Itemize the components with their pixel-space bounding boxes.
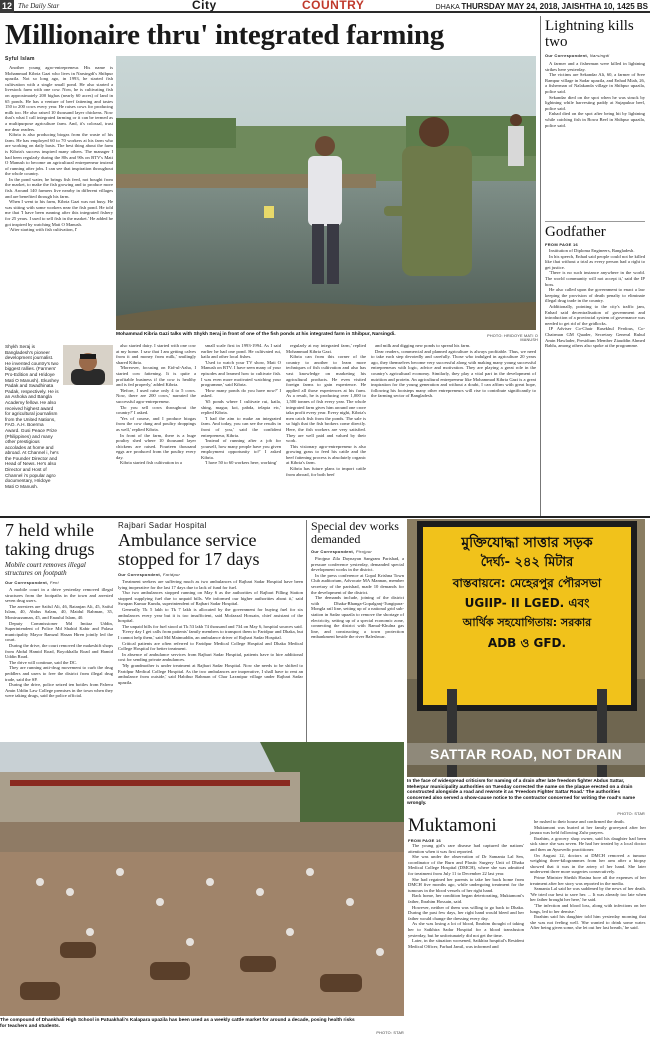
page-number: 12 [1, 1, 12, 11]
lead-body-col4 [286, 343, 366, 477]
sign-line-6: ADB ও GFD. [487, 636, 567, 650]
paragraph: 'My grandmother is under treatment at Rajbari Sadar Hospital. Now she needs to be shifted to Faridpur Medical College Hospital. As the two ambulances are inoperative, I shall have to rent an ambulance from outside,' said Habibur Rahman of Char Laxmipur village under Rajbari Sadar upazila. [118, 662, 303, 685]
lead-headline: Millionaire thru' integrated farming [5, 19, 444, 51]
lead-photo [116, 56, 536, 330]
paragraph: and milk and digging new ponds to spread his farm. [375, 343, 471, 348]
paragraph: On August 12, doctors at DMCH removed a tumour weighing three-kilogrammes from her arm after a biopsy showed that it was in the artery of her hand. She later underwent three more surgeries consecutively. [530, 852, 646, 875]
paragraph: IP Adviser Co-Chair Rasekhul Ferdous, Co-Chairman GM Quader, Secretary General Ruhul Amin Hawlader, Presidium Member Ziauddin Ahmed Bablu, among others also spoke at the programme. [545, 326, 645, 349]
paragraph: In front of the farm, there is a huge poultry shed where 10 thousand layer chickens are raised. Fourteen thousand eggs are produced from the poultry every day. [116, 432, 196, 460]
muktamoni-body-col2 [530, 819, 646, 1035]
divider [545, 221, 645, 222]
paragraph: Another young agro-entrepreneur. His name is Mohammad Kibria Gazi who lives in Narsingdi's Shibpur upazila. Not so long ago, in 1993, he started fish cultivation with a single small pond. He also started a livestock farm with one cow. Now, he is cultivating fish on approximately 200 bighas (nearly 60 acres) of land in 65 ponds. He has a venture of beef fattening and tastes 150 to 200 cows every year. He raises cows for producing milk too. He also raised 10 thousand layer chickens. Now that's what I call integrated farming or it can be termed as a multipurpose agriculture farm. And, it's colossal, trust me dear readers. [5, 65, 113, 132]
paragraph: Back home, her condition began deteriorating, Muktamoni's father, Ibrahim Hossain, said. [408, 893, 524, 904]
paragraph: The arrestees are Saiful Ali, 46, Ratanjan Ali, 45, Saiful Islam, 40, Abdus Salam, 40, Maidul Rahman, 35, Moniruzzaman, 45, and Enaulul Islam, 40. [5, 603, 113, 620]
column-divider [540, 16, 541, 516]
paragraph: The victims are Sekandar Ali, 60, a farmer of Sree Rampur village in Sadar upazila, and Enhad Miah, 26, a fisherman of Nalakanda village in Shibpur upazila, police said. [545, 72, 645, 94]
source-place: Pirojpur [355, 549, 373, 554]
paragraph: Treatment seekers are suffering much as two ambulances of Rajbari Sadar Hospital have been lying inoperative for the last 17 days due to lack of fund for fuel. [118, 579, 303, 590]
paragraph: Kibria can from this corner of the country to another to learn more techniques of fish cultivation and also has vast knowledge on marketing his agricultural products. He even visited foreign farms to gain experience. He applied all those experiences at his farm. As a result, he is producing over 1,000 to 1,500 tonnes of fish every year. The whole integrated farm gives him around one crore taka profit every year. Every night, Kibria's men catch fish from the ponds. The sale is so high that the fish brokers come directly. Here, the fish workers are very satisfied. They are well paid and valued by their work. [286, 354, 366, 444]
lead-body-col2 [116, 343, 196, 466]
godfather-headline: Godfather [545, 224, 606, 240]
person-background [508, 114, 524, 166]
source-place: Feni [49, 580, 59, 585]
sign-line-3: বাস্তবায়নে: মেহেরপুর পৌরসভা [452, 576, 602, 590]
sign-plaque [423, 527, 631, 705]
muktamoni-story [408, 815, 646, 1035]
drugs-subtitle: Mobile court removes illegal structures on footpath [5, 561, 86, 577]
dateline-bn: JAISHTHA 10, 1425 BS [561, 2, 648, 11]
drugs-headline: 7 held while taking drugs [5, 520, 95, 559]
paragraph: he rushed to their house and confirmed the death. [534, 819, 625, 824]
drugs-source [5, 580, 113, 585]
paragraph: regularly at my integrated farm,' replied Mohammad Kibria Gazi. [286, 343, 366, 354]
paragraph: 'Yes of course, and I produce biogas from the cow dung and poultry droppings as well,' replied Kibria. [116, 415, 196, 432]
hospital-headline: Ambulance service stopped for 17 days [118, 530, 260, 569]
godfather-from: FROM PAGE 16 [545, 242, 579, 247]
source-label: Our Correspondent, [311, 549, 355, 554]
cattle-caption: The compound of Dhankhali High School in Patuakhali's Kalapara upazila has been used as a weekly cattle market for around a decade, posing health risks for teachers and students. [0, 1018, 355, 1029]
paragraph: 'Instead of running after a job for yourself, how many people have you given employment opportunity to?' I asked Kibria. [201, 438, 281, 460]
dateline-date: THURSDAY MAY 24, 2018, [461, 2, 560, 11]
paragraph: He also called upon the government to enact a law keeping the provision of death penalty to eliminate illegal drug trade in the country. [545, 287, 645, 304]
dateline [436, 1, 648, 13]
paragraph: She was under the observation of Dr Samanta Lal Sen, coordinator of the Burn and Plastic Surgery Unit of Dhaka Medical College Hospital (DMCH), where she was admitted for treatment from July 11 to December 22 last year. [408, 854, 524, 876]
special-dev-source [311, 549, 404, 554]
paragraph: Dear readers, commercial and planned agriculture is always profitable. Thus, we need to take each step devotedly and carefully. Those who indulged in agriculture 20 years ago, they themselves become very successful along with making many young successful entrepreneurs with logic, advice and motivation. They are playing a great role in the country's agricultural economy. Similarly, they play a vital part in the development of nutrition and protein. An agricultural entrepreneur like Mohammad Kibria Gazi is a great inspiration for the young generation and without a doubt, I can affirm with great hope, following his footsteps many other entrepreneurs will rise to contribute significantly to the farming sector of Bangladesh. [371, 348, 536, 399]
section-rule [0, 516, 650, 518]
author-portrait-image [63, 345, 113, 385]
paragraph: During the drive, police seized ten bottles from Palrera Amin Uddin Law College premises in the town when they were taking drugs, said the police official. [5, 682, 113, 699]
sign-line-1: মুক্তিযোদ্ধা সাত্তার সড়ক [461, 535, 593, 551]
paragraph: The young girl's rare disease had captured the nations' attention when it was first reported. [408, 843, 524, 854]
godfather-body [545, 248, 645, 516]
muktamoni-headline: Muktamoni [408, 815, 497, 836]
special-dev-headline: Special dev works demanded [311, 519, 399, 546]
sign-credit: PHOTO: STAR [617, 812, 645, 816]
paragraph: 'Before, I used raise only 4 to 5 cows. Now, there are 200 cows,' narrated the successful agro-entrepreneur. [116, 387, 196, 404]
paragraph: In absence of ambulance services from Rajbari Sadar Hospital, patients have to hire additional cost for sending private ambulances. [118, 651, 303, 663]
paragraph: A mobile court in a drive yesterday removed illegal structures from the footpaths in the town and arrested seven drug users. [5, 587, 113, 604]
hospital-story [118, 521, 303, 739]
paragraph: However, neither of them was willing to go back to Dhaka. During the past few days, her right hand would bleed and her father would change the dressing every day. [408, 904, 524, 921]
paragraph: Muktamoni was buried at her family graveyard after her janaza was held following Zuhr prayers. [530, 824, 646, 836]
lightning-headline: Lightning kills two [545, 18, 634, 50]
paragraph: Later, in the situation worsened, Satkhira hospital's Resident Medical Officer, Farhad Jamil, was informed and [408, 938, 524, 949]
sign-line-5: আর্থিক সহযোগিতায়: সরকার [462, 616, 592, 629]
hospital-source [118, 572, 303, 577]
lightning-source [545, 53, 645, 58]
paragraph: Additionally, pointing to the city's traffic jam, Enhad said decentralisation of government and introduction of a provincial system of governance was needed to get rid of the gridlocks. [545, 303, 645, 326]
paragraph: Sekandar died on the spot when he was struck by lightning while harvesting paddy at Sujapukur beel, police said. [545, 94, 645, 111]
paragraph: Kibria has future plans to import cattle from abroad, for both beef [286, 466, 366, 477]
paragraph: Samanta Lal said he was saddened by the news of her death. 'We tried our best to save her. ... It was already too late when her father brought her here,' he said. [530, 886, 646, 903]
paragraph: Pirojpur Zila Daynayan Sangram Parishad, a pressure conference yesterday, demanded special development works in the district. [311, 556, 404, 573]
paragraph: Kibria is also producing biogas from the waste of his farm. He has employed 60 to 70 workers at his farm who are working on daily basis. The best thing about the farm is Kibria's success inspired many others. The manager I had been regularly during the 80s and 90s on BTV's Mati O Manush to become an agricultural entrepreneur instead of running after jobs. I can see that inspiration throughout the whole country. [5, 132, 113, 177]
farm-pond-photo [116, 56, 536, 330]
sign-line-2: দৈর্ঘ্য- ২৪২ মিটার [480, 555, 574, 570]
paragraph: In his speech, Enhad said people could not be killed like that without a trial as every person had a right to get justice. [545, 253, 645, 270]
paragraph: Prime Minister Sheikh Hasina bore all the expenses of her treatment after her story was reported in the media. [530, 874, 646, 886]
paragraph: During the drive, the court removed the makeshift shops from Abdul Hamid Road, Boyokhalla Road and Hamid Uddin Road. [5, 642, 113, 660]
paragraph: When I went to his farm, Kibria Gazi was not busy. He was sitting with some workers near the fish pond. He told me that 'I have been running after this integrated fishery for 25 years. I used to sell fish in the market.' He added he got inspired by watching Mati O Manush. [5, 199, 113, 227]
lead-body-col1 [5, 65, 113, 341]
paragraph: '65 ponds where I cultivate rui, katla, shing, magur, koi, pabda, telapia etc,' replied Kibria. [201, 398, 281, 416]
dateline-city: DHAKA [435, 4, 460, 11]
lead-byline: Syful Islam [5, 56, 35, 62]
cattle-market-image [0, 742, 404, 1016]
sign-banner: SATTAR ROAD, NOT DRAIN [407, 743, 645, 765]
paragraph: 'I have 50 to 60 workers here, working' [205, 460, 277, 466]
paragraph: 'Our two ambulances stopped running on May 6 as the authorities of Rajbari Filling Station stopped supplying fuel due to unpaid bills. We informed our higher authorities about it,' said Swapan Kumar Kundu, superintendent of Rajbari Sadar Hospital. [118, 590, 303, 607]
sign-line-4: UGIIP- II LGED. এবং [464, 596, 590, 610]
sign-caption: In the face of widespread criticism for naming of a drain after late freedom fighter Abdus Sattar, Meherpur municipality authorities on Tuesday corrected the name on the plaque erected on a drain constructed alongside a road and rewrote it as 'Freedom Fighter Sattar Road.' The authorities concerned also served a show-cause notice to the contractor concerned for writing the road's name wrongly. [407, 779, 635, 807]
paragraph: also started dairy. I started with one cow at my home. I saw that I am getting calves from it and money from milk,' smilingly shared Kibria. [116, 343, 196, 365]
paragraph: 'Used to watch your TV show, Mati O Manush on BTV. I have seen many of your episodes and learned how to cultivate fish. I was even more motivated watching your programme,' said Kibria. [201, 359, 281, 388]
author-box [5, 344, 113, 489]
masthead-paper: The Daily Star [18, 2, 60, 10]
paragraph: 'Do you sell cows throughout the country?' I asked. [116, 404, 196, 416]
source-place: Narsingdi [589, 53, 610, 58]
paragraph: The unpaid bills for fuel stood at Tk 53 lakh 74 thousand and 734 on May 6, hospital sources said. [122, 623, 303, 629]
author-portrait [63, 345, 113, 385]
paragraph: Deputy Commissioner Md Imtiaz Uddin, Superintendent of Police Md Shahid Kabir and Palasa municipality Mayor Ramzul Hasan Hiren jointly led the court. [5, 620, 113, 643]
paragraph: The demands include, joining of the district with Dhaka-Bhanga-Gopalganj-Tungipara-Mongla rail line, setting up of a national grid sub-station in Sadar upazila to remove the shortage of electricity, setting up of a special economic zone, connecting the district with Ramal-Khulna gas line, and constructing a town protection embankment beside the river Baleshwar. [311, 595, 404, 640]
paragraph: Generally Tk 5 lakh to Tk 7 lakh is allocated by the government for buying fuel for six ambulances every year but it is too insufficient, said Mofazzal Hossain, chief assistant of the hospital. [118, 606, 303, 624]
paragraph: small scale first in 1993-1994. As I said earlier he had one pond. He cultivated rui, katla and other local fishes. [201, 343, 281, 360]
paragraph: The drive will continue, said the DC. [9, 659, 78, 665]
paragraph: 'How many ponds do you have now?' I asked. [201, 387, 281, 399]
paragraph: 'The infection and blood loss, along with infections on her lungs, led to her demise.' [530, 902, 646, 914]
page-header [0, 0, 650, 13]
cattle-photo [0, 742, 404, 1016]
paragraph: Enhad died on the spot after being hit by lightning while catching fish in Bowa Beel in Shibpur upazila, police said. [545, 111, 645, 128]
hospital-kicker: Rajbari Sadar Hospital [118, 521, 207, 530]
sign-photo [407, 519, 645, 777]
paragraph: This visionary agro-entrepreneur is also growing grass to feed his cattle and the beef fattening process is absolutely organic at Kibria's farm. [286, 443, 366, 466]
source-label: Our Correspondent, [545, 53, 589, 58]
paragraph: As she was losing a lot of blood, Ibrahim thought of taking her to Satkhira Sadar Hospital for a blood transfusion yesterday, but he unfortunately did not get the time. [408, 921, 524, 938]
paragraph: Ibrahim, a grocery shop owner, said his daughter had been sick since she was seven. He had her treated by a local doctor and then an Ayurvedic practitioner. [530, 835, 646, 852]
source-label: Our Correspondent, [118, 572, 162, 577]
drugs-story [5, 521, 113, 741]
paragraph: A farmer and a fisherman were killed in lightning strikes here yesterday. [545, 61, 645, 72]
paragraph: In the pond water, he brings fish feed, not bought from the market, to make the fish growing and to produce more fish. Around 140 farmers live nearby in different villages and are benefited through his farm. [5, 176, 113, 199]
paragraph: 'I had the aim to make an integrated farm. And today, you can see the results in front of you,' said the confident entrepreneur, Kibria. [201, 415, 281, 438]
lead-body-col3 [201, 343, 281, 466]
hospital-body [118, 579, 303, 719]
lightning-body [545, 61, 645, 209]
author-bio: Shykh Seraj is Bangladesh's pioneer development journalist. He invented country's two biggest rallies. (Farmers' Pro-Edition and Hridoye Mati O Manush). Ekushey Padak and Swadhinata Padak, respectively. He is an Ashoka and Bangla Academy fellow. He also received highest award for agricultural journalism from the United Nations, FAO. A.H. Boerma Award. Gusi Peace Prize (Philippines) and many other prestigious accolades at home and abroad. At Channel i, he's the Founder Director and Head of News. He's also Director and Host of Channel i's popular agro documentary, Hridoye Mati O Manush. [5, 344, 59, 489]
paragraph: 'Every day I get calls from patients' family members to transport them to Faridpur and Dhaka, but I cannot help them,' said Md Maimuddin, an ambulance driver of Rajbari Sadar Hospital. [118, 629, 303, 640]
source-label: Our Correspondent, [5, 580, 49, 585]
lead-body-col5 [371, 343, 536, 444]
paragraph: Kibria started fish cultivation in a [120, 460, 182, 466]
paragraph: 'There is no such instance anywhere in the world. The world community will not accept it,' said the IP boss. [545, 270, 645, 287]
source-place: Faridpur [162, 572, 181, 577]
muktamoni-from: FROM PAGE 16 [408, 838, 442, 843]
paragraph: She had regained her parents to take her back home from DMCH five months ago, while undergoing treatment for the tumours in the blood vessels of her right hand. [408, 876, 524, 893]
paragraph: Critical patients are often referred to Faridpur Medical College Hospital and Dhaka Medical College Hospital for better treatment. [118, 640, 303, 652]
paragraph: Ibrahim said his daughter told him yesterday morning that she was not feeling well. 'She wanted to drink some water. After being given some, she let out her last breath,' he said. [530, 914, 646, 931]
paragraph: Institution of Diploma Engineers, Bangladesh. [549, 248, 635, 253]
cattle-credit: PHOTO: STAR [376, 1031, 404, 1035]
section-country: COUNTRY [302, 0, 365, 12]
paragraph: 'After starting with fish cultivation, I' [9, 227, 78, 233]
paragraph: They are running anti-drug movement to curb the drug peddlers and users to free the district from illegal drug trade, said the SP. [5, 665, 113, 682]
paragraph: In the press conference at Gopal Krishna Town Club auditorium, Advocate MA Mannan, member secretary of the parishad, made 10 demands for the development of the district. [311, 572, 404, 595]
drugs-body [5, 587, 113, 717]
lead-photo-credit: PHOTO: HRIDOYE MATI O MANUSH [487, 334, 538, 342]
lead-photo-caption: Mohammad Kibria Gazi talks with Shykh Seraj in front of one of the fish ponds at his integrated farm in Shibpur, Narsingdi. [116, 332, 396, 337]
section-city: City [192, 0, 217, 12]
muktamoni-body-col1 [408, 843, 524, 1035]
paragraph: 'Moreover, focusing on Eid-ul-Azha, I started cow fattening. It is quite a profitable business if the cow is healthy and is fed properly,' added Kibria. [116, 365, 196, 388]
lightning-story [545, 18, 645, 218]
godfather-story [545, 224, 645, 514]
lead-column-1 [5, 56, 113, 342]
